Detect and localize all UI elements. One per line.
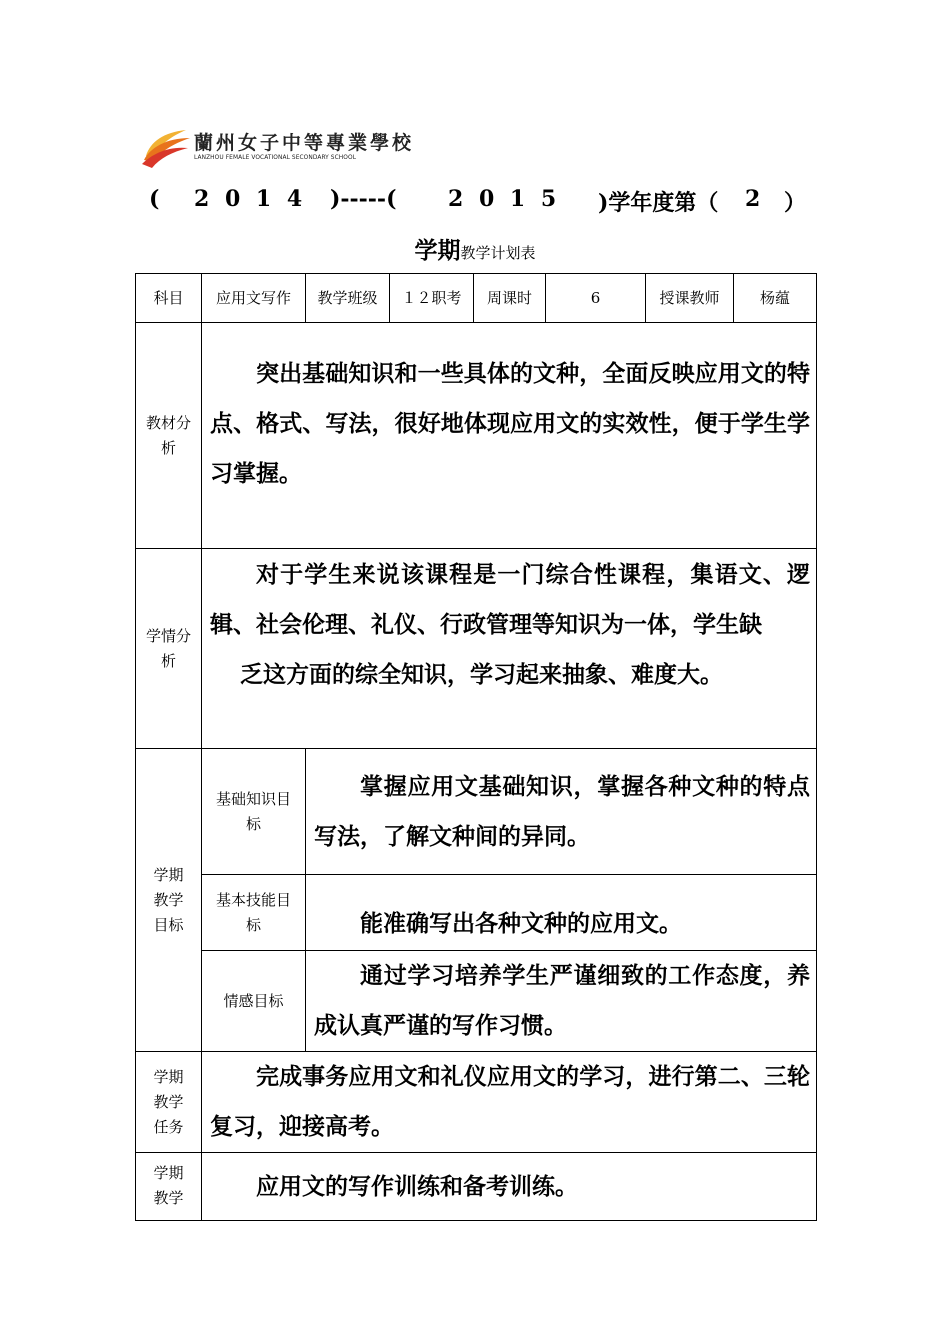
table-row-goal-skill (136, 875, 817, 951)
term-close-paren: ） (784, 190, 807, 216)
page-title (0, 232, 950, 265)
term-teaching-label: 学期教学 (136, 1153, 202, 1221)
material-analysis-label: 教材分析 (136, 323, 202, 549)
table-row-header (136, 274, 817, 323)
emotion-goal-text: 通过学习培养学生严谨细致的工作态度，养成认真严谨的写作习惯。 (306, 951, 817, 1052)
term-tasks-label: 学期教学任务 (136, 1052, 202, 1153)
subject-value: 应用文写作 (202, 274, 306, 323)
material-analysis-text: 突出基础知识和一些具体的文种，全面反映应用文的特点、格式、写法，很好地体现应用文的实效性，便于学生学习掌握。 (202, 323, 817, 549)
academic-year-line (0, 182, 950, 218)
teacher-value: 杨蕴 (734, 274, 817, 323)
end-year: 2 0 1 5 (448, 186, 561, 212)
table-row-last (136, 1153, 817, 1221)
emotion-goal-label: 情感目标 (202, 951, 306, 1052)
title-plan: 教学计划表 (460, 244, 536, 262)
term-number: 2 (745, 186, 761, 212)
academic-year-label: )学年度第（ (598, 190, 719, 216)
teacher-label: 授课教师 (646, 274, 734, 323)
knowledge-goal-text: 掌握应用文基础知识，掌握各种文种的特点写法，了解文种间的异同。 (306, 749, 817, 875)
knowledge-goal-label: 基础知识目标 (202, 749, 306, 875)
title-term: 学期 (414, 237, 461, 264)
student-analysis-label: 学情分析 (136, 549, 202, 749)
table-row-goal-emotion (136, 951, 817, 1052)
student-analysis-text-2: 乏这方面的综全知识，学习起来抽象、难度大。 (240, 661, 723, 688)
subject-label: 科目 (136, 274, 202, 323)
skill-goal-text: 能准确写出各种文种的应用文。 (306, 875, 817, 951)
weekly-hours-value: 6 (546, 274, 646, 323)
teaching-plan-table (135, 273, 817, 1221)
table-row-goal-knowledge (136, 749, 817, 875)
skill-goal-label: 基本技能目标 (202, 875, 306, 951)
student-analysis-text-1: 对于学生来说该课程是一门综合性课程，集语文、逻辑、社会伦理、礼仪、行政管理等知识为一体，学生缺 (210, 561, 810, 638)
school-logo (142, 122, 415, 170)
year-separator: )-----( (330, 186, 397, 212)
table-row-tasks (136, 1052, 817, 1153)
school-emblem-icon (142, 122, 192, 168)
class-label: 教学班级 (306, 274, 390, 323)
school-name-english: LANZHOU FEMALE VOCATIONAL SECONDARY SCHOOL (194, 153, 357, 161)
school-name: 蘭州女子中等專業學校 (194, 132, 415, 154)
term-teaching-text: 应用文的写作训练和备考训练。 (202, 1153, 817, 1221)
term-tasks-text: 完成事务应用文和礼仪应用文的学习，进行第二、三轮复习，迎接高考。 (202, 1052, 817, 1153)
student-analysis-cell (202, 549, 817, 749)
weekly-hours-label: 周课时 (474, 274, 546, 323)
start-year: 2 0 1 4 (194, 186, 307, 212)
term-goals-label: 学期教学目标 (136, 749, 202, 1052)
class-value: １２职考 (390, 274, 474, 323)
table-row-material (136, 323, 817, 549)
year-open-paren: ( (149, 186, 160, 212)
table-row-students (136, 549, 817, 749)
